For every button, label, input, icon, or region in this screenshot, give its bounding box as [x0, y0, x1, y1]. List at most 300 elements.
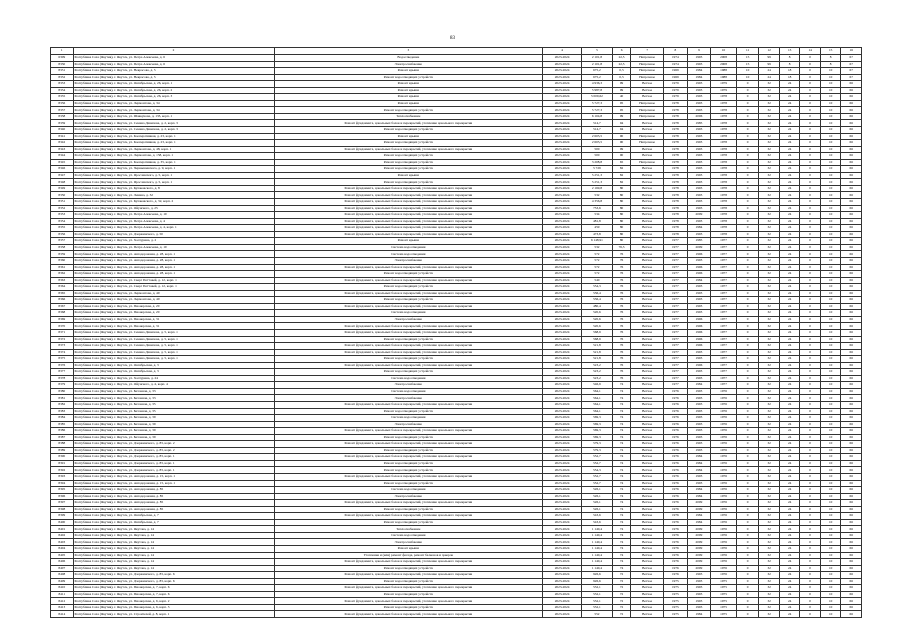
table-cell: 2023-2024	[543, 559, 582, 566]
table-cell: 1978	[711, 205, 737, 212]
table-cell: 1977	[664, 343, 688, 350]
table-cell: 10	[820, 244, 841, 251]
table-cell: 564,1	[582, 395, 613, 402]
table-cell: 1985	[687, 120, 711, 127]
table-cell: 2023-2024	[543, 526, 582, 533]
table-cell: 24	[779, 428, 800, 435]
table-cell: 0	[736, 447, 759, 454]
table-cell: 1978	[711, 107, 737, 114]
table-cell: 24	[779, 310, 800, 317]
table-cell: Республика Саха (Якутия), г. Якутск, ул. Пионерская, д. 7, корп. 6	[73, 585, 274, 592]
table-cell: 74	[612, 474, 630, 481]
table-cell: Ветхое	[631, 362, 664, 369]
table-cell: 0	[736, 153, 759, 160]
table-cell: 0	[800, 349, 821, 356]
table-cell: Ремонт крыши	[274, 133, 543, 140]
table-cell: 10	[820, 172, 841, 179]
table-cell: 10	[820, 120, 841, 127]
table-cell: 1978	[664, 140, 688, 147]
table-cell: Республика Саха (Якутия), г. Якутск, ул. Автодорожная, д. 85	[73, 506, 274, 513]
table-cell: 0	[736, 415, 759, 422]
table-cell: 24	[779, 611, 800, 618]
table-cell: 10	[820, 532, 841, 539]
table-cell: 8337	[51, 107, 74, 114]
table-cell: Ветхое	[631, 290, 664, 297]
table-cell: 24	[779, 395, 800, 402]
table-cell: 532,1	[582, 604, 613, 611]
table-cell: 66	[841, 277, 862, 284]
table-cell: 1976	[664, 388, 688, 395]
table-cell: 80	[612, 225, 630, 232]
table-cell: 0	[800, 408, 821, 415]
table-cell: 0	[736, 87, 759, 94]
table-cell: 24	[779, 159, 800, 166]
table-cell: Республика Саха (Якутия), г. Якутск, ул. Октябрьская, д. 7	[73, 513, 274, 520]
table-cell: 82	[612, 166, 630, 173]
table-cell: 10	[820, 225, 841, 232]
table-cell: 1976	[711, 500, 737, 507]
table-cell: 1978	[664, 231, 688, 238]
table-cell: 1993	[687, 401, 711, 408]
table-cell: 8352	[51, 205, 74, 212]
table-cell: Республика Саха (Якутия), г. Якутск, ул. Пионерская, д. 20	[73, 310, 274, 317]
table-cell: 1978	[664, 133, 688, 140]
table-cell: Ветхое	[631, 356, 664, 363]
table-cell: 514,7	[582, 120, 613, 127]
table-cell: 8369	[51, 316, 74, 323]
table-cell: 24	[779, 107, 800, 114]
table-cell: 66	[841, 257, 862, 264]
table-cell: 1996	[687, 271, 711, 278]
table-cell: 564,1	[582, 408, 613, 415]
table-cell: Ремонт водоотводящих устройств	[274, 408, 543, 415]
table-cell: 1 140,4	[582, 559, 613, 566]
table-cell: 22,5	[612, 61, 630, 68]
table-cell: 66	[841, 591, 862, 598]
table-cell: 66	[841, 500, 862, 507]
table-cell: 24	[779, 113, 800, 120]
table-cell: 10	[820, 218, 841, 225]
table-cell: Ремонт крыши	[274, 94, 543, 101]
table-cell: 24	[779, 519, 800, 526]
table-cell: 1978	[711, 231, 737, 238]
table-cell: 1976	[711, 513, 737, 520]
table-cell: 1993	[687, 87, 711, 94]
table-cell: 74	[612, 559, 630, 566]
table-cell: 1993	[687, 310, 711, 317]
table-cell: 0	[800, 487, 821, 494]
table-cell: Республика Саха (Якутия), г. Якутск, ул. Октябрьская, д. 26, корп. 3	[73, 94, 274, 101]
column-header: 3	[274, 48, 543, 55]
table-cell: 66	[841, 199, 862, 206]
table-cell: 80	[612, 199, 630, 206]
table-cell: 0	[736, 218, 759, 225]
table-cell: Ветхое	[631, 303, 664, 310]
table-cell: 481,8	[582, 218, 613, 225]
table-cell: 2023-2024	[543, 578, 582, 585]
table-cell: Республика Саха (Якутия), г. Якутск, ул. Автодорожная, д. 28, корп. 1	[73, 251, 274, 258]
table-cell: 32	[759, 428, 780, 435]
table-cell: 24	[779, 401, 800, 408]
table-cell: 1976	[711, 467, 737, 474]
table-cell: 32	[759, 506, 780, 513]
table-cell: 0	[800, 395, 821, 402]
table-cell: 2 101,8	[582, 55, 613, 62]
table-cell: 526,1	[582, 506, 613, 513]
table-cell: 10	[820, 474, 841, 481]
table-cell: 2023-2024	[543, 532, 582, 539]
table-cell: Ветхое	[631, 408, 664, 415]
table-cell: 8414	[51, 611, 74, 618]
table-cell: 1976	[711, 388, 737, 395]
table-cell: 1984	[687, 487, 711, 494]
table-cell: 1978	[711, 120, 737, 127]
table-cell: 1976	[711, 428, 737, 435]
table-cell: 24	[779, 264, 800, 271]
table-cell: Республика Саха (Якутия), г. Якутск, ул. Бетонная, д. 39	[73, 421, 274, 428]
table-cell: Ветхое	[631, 120, 664, 127]
table-cell: 1993	[687, 421, 711, 428]
table-cell: Республика Саха (Якутия), г. Якутск, ул. Семена Данилова, д. 2, корп. 3	[73, 120, 274, 127]
table-cell: 24	[779, 526, 800, 533]
table-cell: 2023-2024	[543, 428, 582, 435]
table-cell: 2023-2024	[543, 552, 582, 559]
table-cell: Ветхое	[631, 271, 664, 278]
table-cell: 8335	[51, 94, 74, 101]
table-cell: 24	[779, 382, 800, 389]
table-cell: 10	[820, 146, 841, 153]
table-cell: 76	[612, 362, 630, 369]
table-cell: 66	[841, 506, 862, 513]
table-cell: 8412	[51, 598, 74, 605]
table-cell: Ветхое	[631, 559, 664, 566]
table-cell: 1 140,4	[582, 565, 613, 572]
table-cell: 8330	[51, 61, 74, 68]
table-cell: 2023-2024	[543, 185, 582, 192]
table-cell: 66	[841, 356, 862, 363]
table-cell: 74	[612, 434, 630, 441]
table-cell: 1979	[664, 94, 688, 101]
table-cell: 1976	[664, 395, 688, 402]
table-cell: 80	[612, 192, 630, 199]
table-cell: 532	[582, 244, 613, 251]
table-cell: 24	[779, 598, 800, 605]
column-header: 4	[543, 48, 582, 55]
table-cell: 1977	[664, 349, 688, 356]
table-cell: 32	[759, 434, 780, 441]
table-cell: 1976	[711, 519, 737, 526]
table-cell: 1978	[711, 159, 737, 166]
table-cell: 32	[759, 546, 780, 553]
table-cell: 0	[736, 454, 759, 461]
table-cell: 66	[841, 231, 862, 238]
table-cell: 24	[779, 94, 800, 101]
table-cell: 10	[820, 552, 841, 559]
table-cell: Ремонт фундамента, цокольных балок и перекрытий, утепление цокольного перекрытия	[274, 218, 543, 225]
table-cell: 24	[779, 539, 800, 546]
table-cell: 1976	[664, 421, 688, 428]
table-cell: 32	[759, 107, 780, 114]
table-cell: 5 009,62	[582, 94, 613, 101]
table-cell: 32	[759, 487, 780, 494]
table-cell: 1993	[687, 127, 711, 134]
table-cell: 1976	[664, 447, 688, 454]
table-cell: 1975	[664, 604, 688, 611]
table-cell: 521,8	[582, 343, 613, 350]
table-cell: 0	[800, 375, 821, 382]
table-cell: 74	[612, 493, 630, 500]
table-cell: 1993	[687, 199, 711, 206]
table-cell: 1977	[711, 284, 737, 291]
table-cell: 90	[612, 153, 630, 160]
table-cell: 1977	[664, 238, 688, 245]
table-cell: Ветхое	[631, 369, 664, 376]
table-cell: 0	[736, 526, 759, 533]
table-cell: 5 251,3	[582, 179, 613, 186]
table-cell: Ремонт фундамента, цокольных балок и перекрытий, утепление цокольного перекрытия	[274, 212, 543, 219]
table-cell: 2023-2024	[543, 251, 582, 258]
table-cell: 10	[820, 611, 841, 618]
table-cell: 66	[841, 146, 862, 153]
table-cell: 66	[841, 329, 862, 336]
table-cell: 532,1	[582, 585, 613, 592]
table-cell: 24	[759, 74, 780, 81]
table-cell: 10	[820, 604, 841, 611]
table-cell: 1977	[711, 349, 737, 356]
column-header: 12	[759, 48, 780, 55]
table-cell: 1978	[664, 225, 688, 232]
table-cell: 8408	[51, 572, 74, 579]
table-cell: 2023-2024	[543, 454, 582, 461]
table-cell: 1976	[664, 539, 688, 546]
table-cell: 24	[779, 277, 800, 284]
table-cell: 8388	[51, 441, 74, 448]
table-cell: 1996	[687, 251, 711, 258]
table-cell: 2023-2024	[543, 113, 582, 120]
table-cell: 2009	[687, 244, 711, 251]
table-cell: 24	[779, 290, 800, 297]
table-cell: 10	[820, 303, 841, 310]
table-cell: 0	[800, 74, 821, 81]
table-cell: 10	[736, 68, 759, 75]
table-cell: 1976	[664, 506, 688, 513]
table-cell: 1984	[687, 74, 711, 81]
table-cell: 2008	[711, 55, 737, 62]
table-cell: 8361	[51, 264, 74, 271]
table-cell: 24	[779, 388, 800, 395]
table-cell: 32	[759, 94, 780, 101]
table-cell: 10	[820, 271, 841, 278]
table-cell: 1974	[664, 61, 688, 68]
table-cell: 99	[612, 81, 630, 88]
table-cell: 4 936,3	[582, 81, 613, 88]
table-cell: 32	[759, 493, 780, 500]
table-cell: 0	[800, 388, 821, 395]
table-cell: 1978	[664, 199, 688, 206]
table-cell: 10	[820, 264, 841, 271]
table-cell: 32	[759, 205, 780, 212]
table-cell: Республика Саха (Якутия), г. Якутск, ул. Автодорожная, д. 85	[73, 487, 274, 494]
table-cell: 24	[779, 493, 800, 500]
table-cell: 1993	[687, 284, 711, 291]
table-cell: 10	[820, 166, 841, 173]
table-cell: 76	[612, 251, 630, 258]
table-cell: 2023-2024	[543, 310, 582, 317]
table-cell: 0	[800, 271, 821, 278]
table-cell: 74	[612, 539, 630, 546]
table-cell: 76	[612, 369, 630, 376]
table-cell: Ремонт фундамента, цокольных балок и перекрытий, утепление цокольного перекрытия	[274, 290, 543, 297]
table-cell: 24	[779, 591, 800, 598]
table-cell: 2023-2024	[543, 179, 582, 186]
table-cell: 0	[736, 231, 759, 238]
table-cell: 8355	[51, 225, 74, 232]
table-cell: 2023-2024	[543, 546, 582, 553]
table-cell: 1976	[664, 415, 688, 422]
table-cell: 1 140,4	[582, 546, 613, 553]
table-cell: 1976	[664, 454, 688, 461]
table-cell: 8390	[51, 454, 74, 461]
table-cell: 0	[800, 578, 821, 585]
table-cell: 1977	[711, 356, 737, 363]
table-cell: 2023-2024	[543, 205, 582, 212]
table-row	[51, 611, 862, 618]
table-cell: 8366	[51, 297, 74, 304]
table-cell: Республика Саха (Якутия), г. Якутск, ул. Октябрьская, д. 7	[73, 519, 274, 526]
table-cell: 2023-2024	[543, 447, 582, 454]
table-cell: 2023-2024	[543, 199, 582, 206]
table-cell: 66	[841, 297, 862, 304]
table-cell: 2 101,8	[582, 61, 613, 68]
table-cell: 24	[779, 421, 800, 428]
table-cell: 66	[841, 493, 862, 500]
table-cell: 1976	[664, 441, 688, 448]
column-header: 10	[711, 48, 737, 55]
table-cell: Ветхое	[631, 441, 664, 448]
table-cell: Республика Саха (Якутия), г. Якутск, ул. Халтурина, д. 2	[73, 238, 274, 245]
table-cell: 1978	[711, 127, 737, 134]
table-cell: 1996	[687, 329, 711, 336]
table-cell: 0	[736, 100, 759, 107]
table-cell: 32	[759, 349, 780, 356]
table-cell: 2023-2024	[543, 434, 582, 441]
table-cell: 0	[800, 467, 821, 474]
table-cell: Ветхое	[631, 336, 664, 343]
table-cell: 0	[736, 81, 759, 88]
table-cell: 32	[759, 212, 780, 219]
table-cell: 0	[800, 591, 821, 598]
table-cell: 0	[736, 552, 759, 559]
table-cell: 0	[736, 578, 759, 585]
table-cell: 1975	[664, 585, 688, 592]
table-cell: 2023-2024	[543, 140, 582, 147]
table-cell: 0	[800, 218, 821, 225]
table-cell: 1976	[711, 526, 737, 533]
table-cell: 10	[820, 467, 841, 474]
table-cell: 480,4	[582, 303, 613, 310]
table-cell: 1978	[664, 212, 688, 219]
table-cell: 32	[759, 257, 780, 264]
table-cell: 0	[736, 506, 759, 513]
table-cell: Республика Саха (Якутия), г. Якутск, ул. Петра Алексеева, д. 10	[73, 244, 274, 251]
table-cell: 0	[800, 140, 821, 147]
table-cell: 552,7	[582, 460, 613, 467]
table-cell: Система водоотведения	[274, 251, 543, 258]
table-cell: Ремонт фундамента, цокольных балок и перекрытий, утепление цокольного перекрытия	[274, 192, 543, 199]
table-cell: 1977	[711, 329, 737, 336]
table-cell: 2009	[687, 500, 711, 507]
table-cell: Система водоотведения	[274, 415, 543, 422]
table-cell: 0	[736, 493, 759, 500]
table-cell: 2023-2024	[543, 316, 582, 323]
table-cell: 76	[612, 329, 630, 336]
table-cell: 2023-2024	[543, 238, 582, 245]
table-cell: 24	[779, 81, 800, 88]
table-cell: 24	[779, 434, 800, 441]
table-cell: Ремонт фундамента, цокольных балок и перекрытий, утепление цокольного перекрытия	[274, 185, 543, 192]
table-cell: Непрочное	[631, 74, 664, 81]
table-cell: 10	[820, 434, 841, 441]
table-cell: 0	[800, 506, 821, 513]
table-cell: Республика Саха (Якутия), г. Якутск, ул. Сверг Петтовей, д. 12, корп. 1	[73, 277, 274, 284]
table-cell: 10	[820, 382, 841, 389]
table-cell: Ремонт водоотводящих устройств	[274, 447, 543, 454]
table-cell: Республика Саха (Якутия), г. Якутск, ул. Чернышевского, д. 9, корп. 1	[73, 166, 274, 173]
table-cell: 2023-2024	[543, 401, 582, 408]
table-cell: 2023-2024	[543, 172, 582, 179]
table-cell: 2023-2024	[543, 74, 582, 81]
table-cell: 569,3	[582, 421, 613, 428]
table-cell: 1978	[711, 133, 737, 140]
table-cell: 2023-2024	[543, 100, 582, 107]
table-cell: 1984	[687, 519, 711, 526]
table-cell: 1977	[664, 329, 688, 336]
table-cell: 564,1	[582, 401, 613, 408]
table-cell: 572	[582, 271, 613, 278]
table-cell: Республика Саха (Якутия), г. Якутск, ул. Октябрьская, д. 3	[73, 369, 274, 376]
table-cell: Ветхое	[631, 487, 664, 494]
table-cell: 66	[841, 539, 862, 546]
table-cell: 1978	[664, 192, 688, 199]
table-cell: Ремонт фундамента, цокольных балок и перекрытий, утепление цокольного перекрытия	[274, 572, 543, 579]
table-cell: 523,2	[582, 375, 613, 382]
table-cell: 10	[820, 572, 841, 579]
table-cell: 66	[841, 434, 862, 441]
table-cell: 1977	[664, 284, 688, 291]
table-cell: 32	[759, 264, 780, 271]
table-cell: 0	[736, 172, 759, 179]
table-cell: 8413	[51, 604, 74, 611]
table-cell: Республика Саха (Якутия), г. Якутск, ул. Автодорожная, д. 15, корп. 1	[73, 474, 274, 481]
table-cell: 24	[779, 375, 800, 382]
table-cell: 66	[841, 179, 862, 186]
table-cell: 0	[800, 87, 821, 94]
table-cell: 66	[841, 159, 862, 166]
table-cell: 66	[841, 94, 862, 101]
table-cell: 32	[759, 500, 780, 507]
table-cell: 6 148,91	[582, 238, 613, 245]
table-cell: 0	[800, 316, 821, 323]
table-cell: 2023-2024	[543, 290, 582, 297]
table-cell: 66	[841, 127, 862, 134]
table-cell: 76	[612, 284, 630, 291]
table-cell: 10	[820, 81, 841, 88]
table-cell: 1976	[711, 546, 737, 553]
table-cell: 0	[736, 487, 759, 494]
table-cell: 66	[841, 559, 862, 566]
table-cell: 1978	[664, 185, 688, 192]
table-cell: 32	[759, 153, 780, 160]
